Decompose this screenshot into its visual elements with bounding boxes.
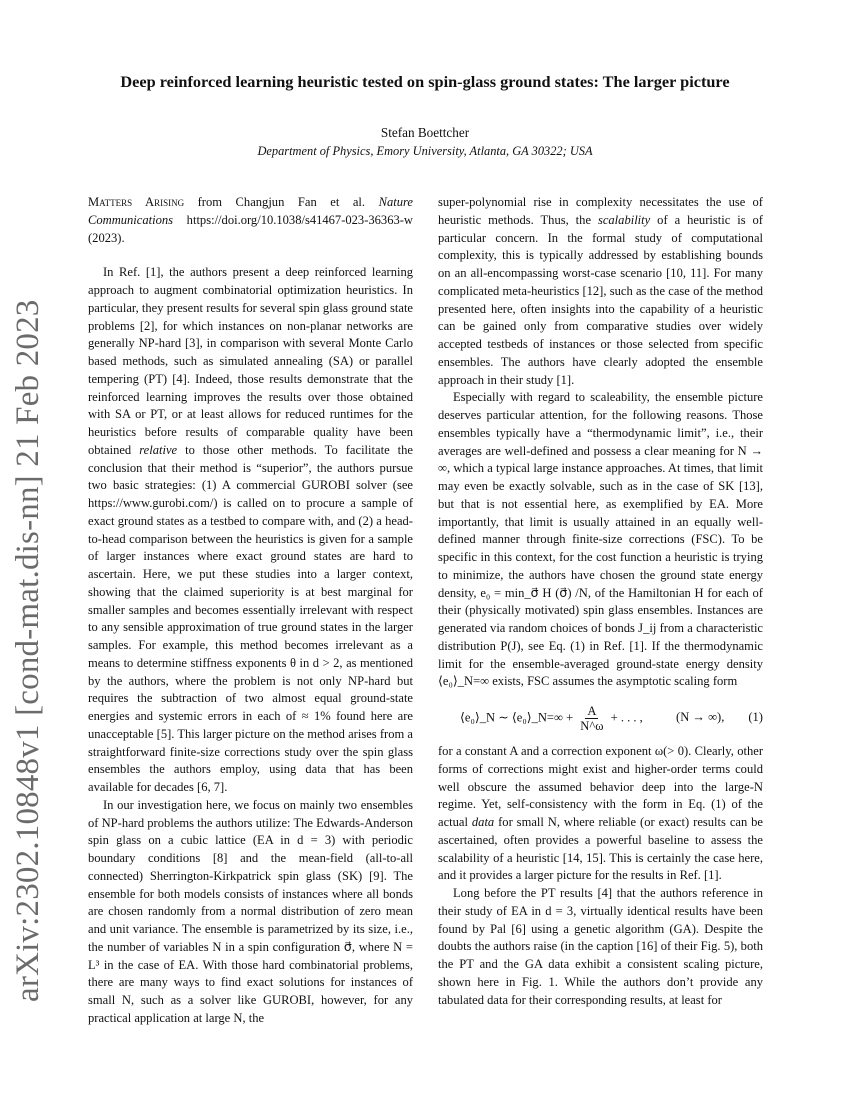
arxiv-identifier: arXiv:2302.10848v1 [cond-mat.dis-nn] 21 Feb 2023 xyxy=(10,299,46,1002)
paper-title: Deep reinforced learning heuristic tested on spin-glass ground states: The larger picture xyxy=(120,72,730,91)
equation-lhs: ⟨e₀⟩_N ∼ ⟨e₀⟩_N=∞ + xyxy=(460,709,577,724)
matters-arising-label: Matters Arising xyxy=(88,195,185,209)
paragraph-pt-results: Long before the PT results [4] that the authors reference in their study of EA in d = 3, virtually identical results have been found by Pal [6] using a genetic algorithm (GA). Despite the doubts the authors raise (in the caption [16] of their Fig. 5), both the PT and the GA data exhibit a consistent scaling picture, shown here in Fig. 1. While the authors don’t provide any tabulated data for their corresponding results, at least for xyxy=(438,886,763,1007)
matters-arising-note: Matters Arising from Changjun Fan et al. Nature Communications https://doi.org/10.1038/s41467-023-36363-w (2023). xyxy=(88,195,413,245)
doi-link[interactable]: https://doi.org/10.1038/s41467-023-36363-w (2023). xyxy=(88,212,413,245)
right-column xyxy=(438,194,763,1009)
paragraph-ensembles: In our investigation here, we focus on mainly two ensembles of NP-hard problems the authors utilize: The Edwards-Anderson spin glass on a cubic lattice (EA in d = 3) with periodic boundary conditions [8] and the mean-field (all-to-all connected) Sherrington-Kirkpatrick spin glass (SK) [9]. The ensemble for both models consists of instances where all bonds are chosen randomly from a normal distribution of zero mean and unit variance. The ensemble is parametrized by its size, i.e., the number of variables N in a spin configuration σ⃗, where N = L³ in the case of EA. With those hard combinatorial problems, there are many ways to find exact solutions for instances of small N, such as a solver like GUROBI, however, for any practical application at large N, the xyxy=(88,797,413,1025)
equation-number: (1) xyxy=(748,710,763,725)
paragraph-fsc: for a constant A and a correction exponent ω(> 0). Clearly, other forms of corrections might exist and higher-order terms could well obscure the assumed behavior deep into the large-N regime. Yet, self-consistency with the form in Eq. (1) of the actual data for small N, where reliable (or exact) results can be ascertained, often provides a powerful baseline to assess the scalability of a heuristic [14, 15]. This is certainly the case here, and it provides a larger picture for the results in Ref. [1]. xyxy=(438,744,764,883)
paragraph-continued: super-polynomial rise in complexity necessitates the use of heuristic methods. Thus, the scalability of a heuristic is of particular concern. In the formal study of computational complexity, this is typically addressed by establishing bounds on an all-encompassing worst-case scenario [10, 11]. For many complicated meta-heuristics [12], such as the case of the method presented here, often insights into the capability of a heuristic can be gained only from comparative studies over widely accepted testbeds of instances or those selected from specific ensembles. The authors have clearly adopted the ensemble approach in their study [1]. xyxy=(438,195,763,387)
journal-name: Nature Communications xyxy=(88,195,413,227)
left-column xyxy=(88,194,413,1028)
equation-condition: (N → ∞), xyxy=(676,710,725,725)
paragraph-intro: In Ref. [1], the authors present a deep reinforced learning approach to augment combinatorial optimization heuristics. In particular, they present results for several spin glass ground state problems [2], for which instances on non-planar networks are generally NP-hard [3], in comparison with several Monte Carlo based methods, such as simulated annealing (SA) or parallel tempering (PT) [4]. Indeed, those results demonstrate that the reinforced learning improves the results over those obtained with SA or PT, or at least allows for reduced runtimes for the heuristics before results of comparable quality have been obtained relative to those other methods. To facilitate the conclusion that their method is “superior”, the authors pursue two basic strategies: (1) A commercial GUROBI solver (see https://www.gurobi.com/) is called on to procure a sample of exact ground states as a testbed to compare with, and (2) a head-to-head comparison between the heuristics is given for a sample of larger instances where exact ground states are hard to ascertain. Here, we put these studies into a larger context, showing that the claimed superiority is at best marginal for smaller samples and becomes essentially irrelevant with respect to any sensible approximation of true ground states in the larger samples. For example, this method becomes irrelevant as a means to determine stiffness exponents θ in d > 2, as mentioned by the authors, where the problem is not only NP-hard but requires the subtraction of two almost equal ground-state energies and systemic errors in each of ≈ 1% found here are unacceptable [5]. This larger picture on the method arises from a straightforward finite-size corrections study over the spin glass ensembles the authors employ, using data that has been available for decades [6, 7]. xyxy=(88,265,413,794)
paragraph-scaleability: Especially with regard to scaleability, the ensemble picture deserves particular attention, for the following reasons. Those ensembles typically have a “thermodynamic limit”, i.e., their averages are well-defined and possess a clear meaning for N → ∞, which a typical large instance approaches. At times, that limit may even be exactly solvable, such as in the case of SK [13], but that is not essential here, as exemplified by EA. More importantly, that limit is usually attained in an equally well-defined manner through finite-size corrections (FSC). To be specific in this context, for the cost function a heuristic is trying to minimize, the authors have chosen the ground state energy density, e₀ = min_σ⃗ H (σ⃗) /N, of the Hamiltonian H for each of their (physically motivated) spin glass ensembles. Instances are generated via random choices of bonds J_ij from a characteristic distribution P(J), see Eq. (1) in Ref. [1]. If the thermodynamic limit for the ensemble-averaged ground-state energy density ⟨e₀⟩_N=∞ exists, FSC assumes the asymptotic scaling form xyxy=(438,390,763,689)
equation-fraction: $\frac{A}{N\^{}\omega}$ xyxy=(580,703,604,733)
author-name: Stefan Boettcher xyxy=(380,125,470,140)
author-affiliation: Department of Physics, Emory University, Atlanta, GA 30322; USA xyxy=(257,144,593,158)
equation-1: ⟨e₀⟩_N ∼ ⟨e₀⟩_N=∞ + $\frac{A}{N\^{}\omega}$ + . . . , (N → ∞), (1) xyxy=(460,703,763,733)
